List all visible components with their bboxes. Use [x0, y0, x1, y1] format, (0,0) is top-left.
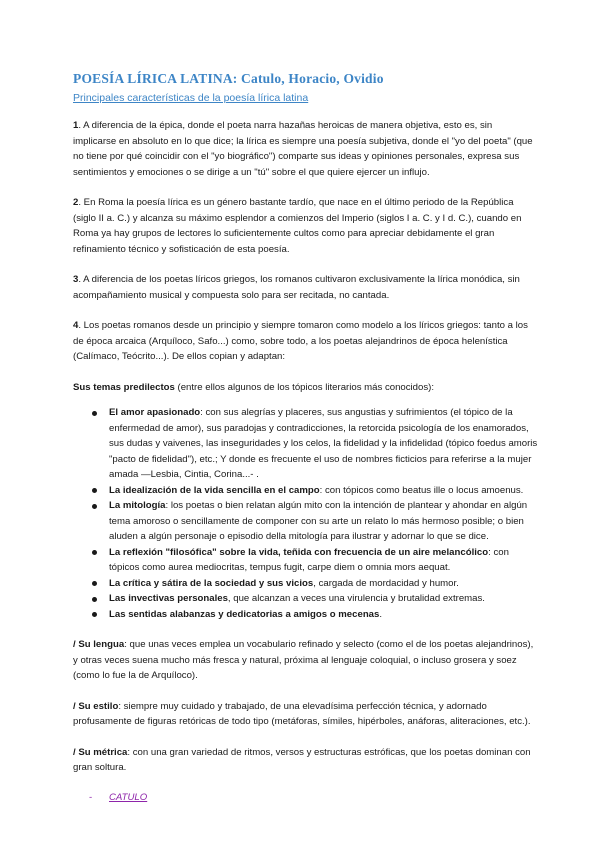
- temas-label: Sus temas predilectos: [73, 381, 175, 393]
- topic-title: Las sentidas alabanzas y dedicatorias a amigos o mecenas: [109, 608, 380, 620]
- lengua-label: / Su lengua: [73, 639, 125, 650]
- list-item: [109, 545, 538, 576]
- topic-title: La idealización de la vida sencilla en el campo: [109, 484, 320, 496]
- temas-intro: [73, 380, 538, 396]
- paragraph-4-text: . Los poetas romanos desde un principio y siempre tomaron como modelo a los líricos griegos: tanto a los de época arcaica (Arquíloco, Safo...) como, sobre todo, a los poetas alejandrinos de época helenística (Calímaco, Teócrito...). De ellos copian y adaptan:: [73, 320, 528, 362]
- list-item: [109, 576, 538, 592]
- topic-text: : los poetas o bien relatan algún mito con la intención de plantear y ahondar en algún tema amoroso o sencillamente de componer con su arte un relato lo más hermoso posible; o bien aluden a algún personaje o episodio della mitología para ilustrar y adornar lo que se dice.: [109, 500, 528, 542]
- topic-text: , que alcanzan a veces una virulencia y brutalidad extremas.: [227, 593, 485, 604]
- estilo-label: / Su estilo: [73, 700, 119, 712]
- paragraph-3-text: . A diferencia de los poetas líricos griegos, los romanos cultivaron exclusivamente la lírica monódica, sin acompañamiento musical y compuesta solo para ser recitada, no cantada.: [73, 274, 520, 301]
- list-item: [109, 483, 538, 499]
- topic-title: La mitología: [109, 500, 166, 511]
- topic-title: El amor apasionado: [109, 407, 201, 418]
- metrica-text: : con una gran variedad de ritmos, versos y estructuras estróficas, que los poetas dominan con gran soltura.: [73, 746, 531, 773]
- paragraph-2-text: . En Roma la poesía lírica es un género bastante tardío, que nace en el último periodo de la República (siglo II a. C.) y alcanza su máximo esplendor a comienzos del Imperio (siglos I a. C. y I d. C.), cuando en Roma ya hay grupos de lectores lo suficientemente cultos como para apreciar debidamente el gran refinamiento técnico y sofisticación de esta poesía.: [73, 197, 522, 255]
- paragraph-4-number: 4: [73, 320, 79, 331]
- paragraph-1: [73, 118, 538, 180]
- topic-text: : con tópicos como beatus ille o locus amoenus.: [319, 484, 524, 496]
- list-item: [109, 607, 538, 623]
- metrica-paragraph: [73, 745, 538, 776]
- estilo-text: : siempre muy cuidado y trabajado, de una elevadísima perfección técnica, y adornado profusamente de figuras retóricas de todo tipo (metáforas, símiles, hipérboles, anáforas, aliteraciones, etc.).: [73, 700, 531, 727]
- lengua-text: : que unas veces emplea un vocabulario refinado y selecto (como el de los poetas alejandrinos), y otras veces suena mucho más fresca y natural, próxima al lenguaje coloquial, o incluso grosera y soez (como lo fue la de Arquíloco).: [73, 639, 534, 681]
- paragraph-1-number: 1: [73, 120, 79, 131]
- catulo-link[interactable]: CATULO: [109, 791, 148, 803]
- temas-text: (entre ellos algunos de los tópicos literarios más conocidos):: [174, 381, 435, 393]
- topics-list: [73, 405, 538, 622]
- topic-text: : con sus alegrías y placeres, sus angustias y sufrimientos (el tópico de la enfermedad de amor), sus paradojas y contradicciones, la retorcida psicología de los enamorados, sus dudas y vaivenes, las inseguridades y los celos, la fidelidad y la infidelidad (tópico foedus amoris "pacto de fidelidad"), etc.; Y donde es frecuente el uso de nombres ficticios para referirse a la mujer amada —Lesbia, Cintia, Corina...- .: [109, 407, 538, 480]
- list-item: [109, 591, 538, 607]
- dash-bullet: -: [89, 791, 93, 803]
- page-title: POESÍA LÍRICA LATINA: Catulo, Horacio, Ovidio: [73, 71, 384, 86]
- metrica-label: / Su métrica: [73, 746, 128, 758]
- list-item: [109, 405, 538, 483]
- paragraph-1-text: . A diferencia de la épica, donde el poeta narra hazañas heroicas de manera objetiva, esto es, sin implicarse en absoluto en lo que dice; la lírica es siempre una poesía subjetiva, donde el "yo del poeta" (que no tiene por qué coincidir con el "yo biográfico") comparte sus ideas y opiniones personales, expresa sus sentimientos y emociones o se dirige a un "tú" sobre el que quiere ejercer un influjo.: [73, 120, 533, 178]
- lengua-paragraph: [73, 637, 538, 684]
- paragraph-3-number: 3: [73, 274, 79, 285]
- topic-title: Las invectivas personales: [109, 593, 228, 604]
- paragraph-4: [73, 318, 538, 365]
- paragraph-2: [73, 195, 538, 257]
- list-item: [109, 498, 538, 545]
- topic-title: La crítica y sátira de la sociedad y sus vicios: [109, 577, 314, 589]
- topic-title: La reflexión "filosófica" sobre la vida, teñida con frecuencia de un aire melancólico: [109, 546, 489, 558]
- topic-text: , cargada de mordacidad y humor.: [313, 577, 459, 589]
- topic-text: : con tópicos como aurea mediocritas, tempus fugit, carpe diem o omnia mors aequat.: [109, 546, 509, 573]
- subtitle: Principales características de la poesía lírica latina: [73, 92, 309, 104]
- topic-text: .: [379, 608, 383, 620]
- paragraph-2-number: 2: [73, 197, 79, 208]
- paragraph-3: [73, 272, 538, 303]
- estilo-paragraph: [73, 699, 538, 730]
- authors-list: [73, 790, 538, 805]
